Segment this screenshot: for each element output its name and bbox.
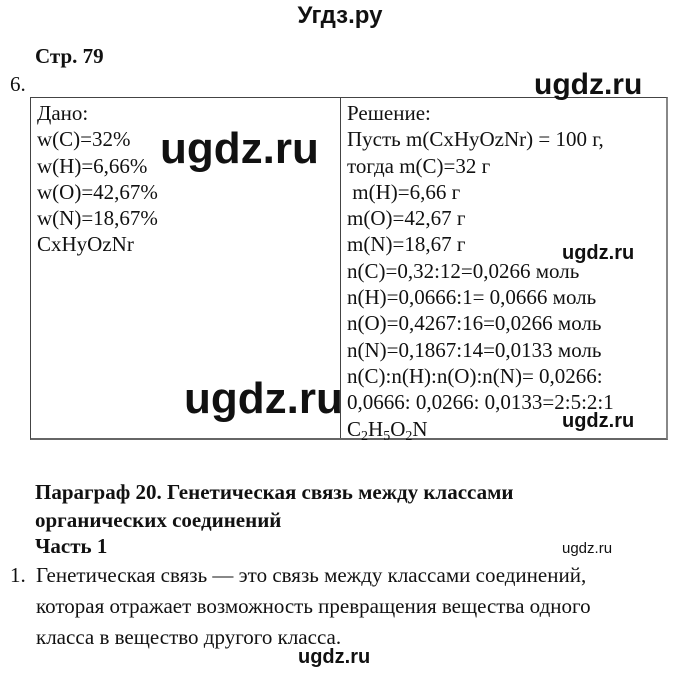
watermark: ugdz.ru — [160, 124, 319, 173]
solution-column — [341, 98, 666, 444]
task-number: 6. — [10, 72, 26, 96]
solution-line: n(N)=0,1867:14=0,0133 моль — [347, 337, 602, 362]
watermark: ugdz.ru — [562, 410, 635, 432]
watermark: ugdz.ru — [562, 242, 635, 264]
solution-line: Решение: — [347, 101, 431, 125]
given-line: w(H)=6,66% — [37, 153, 148, 178]
given-line: w(O)=42,67% — [37, 179, 158, 204]
watermark: ugdz.ru — [534, 68, 643, 101]
result-formula: $C_2H_5O_2N$ — [347, 416, 428, 444]
answer-number: 1. — [10, 563, 26, 587]
solution-line: n(C)=0,32:12=0,0266 моль — [347, 258, 580, 283]
solution-line: m(H)=6,66 г — [347, 179, 461, 204]
given-line: w(N)=18,67% — [37, 206, 158, 231]
page-reference: Стр. 79 — [35, 44, 104, 68]
site-title: Угдз.ру — [297, 2, 383, 29]
given-line: w(C)=32% — [37, 127, 131, 152]
answer-item — [10, 560, 676, 653]
solution-line: n(O)=0,4267:16=0,0266 моль — [347, 311, 602, 336]
watermark: ugdz.ru — [298, 646, 371, 668]
solution-line: m(N)=18,67 г — [347, 232, 466, 257]
solution-line: n(C):n(H):n(O):n(N)= 0,0266: — [347, 363, 603, 388]
solution-line: тогда m(C)=32 г — [347, 153, 491, 178]
watermark: ugdz.ru — [562, 540, 613, 557]
solution-line: n(H)=0,0666:1= 0,0666 моль — [347, 285, 597, 310]
given-line: CxHyOzNr — [37, 232, 134, 257]
solution-table — [30, 97, 668, 444]
given-line: Дано: — [37, 101, 89, 125]
part-title: Часть 1 — [35, 534, 108, 558]
solution-line: Пусть m(CxHyOzNr) = 100 г, — [347, 127, 604, 152]
solution-line: 0,0666: 0,0266: 0,0133=2:5:2:1 — [347, 390, 614, 415]
answer-text: Генетическая связь — это связь между классами соединений, которая отражает возможность превращения вещества одного класса в вещество другого класса. — [36, 563, 591, 649]
paragraph-title: Параграф 20. Генетическая связь между классами органических соединений — [35, 480, 514, 532]
solution-line: m(O)=42,67 г — [347, 206, 466, 231]
watermark: ugdz.ru — [184, 374, 343, 423]
